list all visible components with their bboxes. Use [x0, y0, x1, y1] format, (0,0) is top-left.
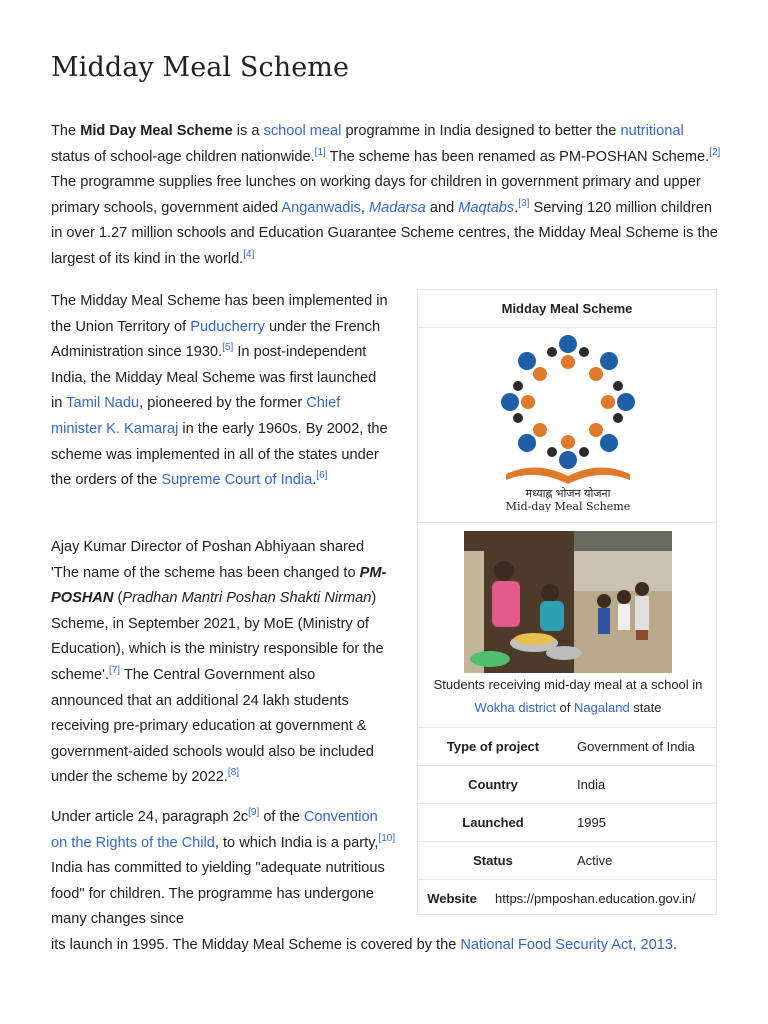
- logo-english-text: Mid-day Meal Scheme: [505, 500, 631, 512]
- bold-italic-term: PM-POSHAN: [51, 564, 387, 607]
- link-madarsa[interactable]: Madarsa: [369, 199, 426, 216]
- infobox-value: Active: [577, 853, 613, 868]
- convention-paragraph: Under article 24, paragraph 2c[9] of the Convention on the Rights of the Child, to which India is a party,[10] India has committed to yielding "adequate nutritious food" for children. The programme has undergone many changes since: [51, 807, 396, 928]
- infobox-label: Status: [473, 853, 513, 868]
- renaming-paragraph: Ajay Kumar Director of Poshan Abhiyaan shared 'The name of the scheme has been changed to PM-POSHAN (Pradhan Mantri Poshan Shakti Nirman) Scheme, in September 2021, by MoE (Ministry of Education), which is the ministry responsible for the scheme'.[7] The Central Government also announced that an additional 24 lakh students receiving pre-primary education at government & government-aided schools would also be included under the scheme by 2022.[8]: [51, 539, 387, 786]
- ref-link[interactable]: [5]: [222, 342, 234, 354]
- convention-paragraph-tail: its launch in 1995. The Midday Meal Scheme is covered by the National Food Security Act, 2013.: [51, 937, 677, 953]
- school-meal-photo[interactable]: [464, 531, 672, 673]
- history-paragraph: The Midday Meal Scheme has been implemented in the Union Territory of Puducherry under the French Administration since 1930.[5] In post-independent India, the Midday Meal Scheme was first launched in Tamil Nadu, pioneered by the former Chief minister K. Kamaraj in the early 1960s. By 2002, the scheme was implemented in all of the states under the orders of the Supreme Court of India.[6]: [51, 293, 388, 489]
- infobox-row-country: [418, 766, 716, 804]
- infobox-value: 1995: [577, 815, 606, 830]
- photo-caption: Students receiving mid-day meal at a school in Wokha district of Nagaland state: [433, 677, 703, 715]
- link-anganwadis[interactable]: Anganwadis: [281, 199, 361, 216]
- link-wokha-district[interactable]: Wokha district: [474, 700, 556, 715]
- logo-book-arc: [506, 467, 630, 484]
- ref-link[interactable]: [6]: [316, 470, 328, 482]
- ref-link[interactable]: [8]: [227, 767, 239, 779]
- ref-link[interactable]: [1]: [314, 146, 326, 158]
- link-nagaland[interactable]: Nagaland: [574, 700, 630, 715]
- infobox-value: India: [577, 777, 606, 792]
- link-supreme-court[interactable]: Supreme Court of India: [161, 472, 313, 489]
- link-kamaraj[interactable]: Chief minister K. Kamaraj: [51, 395, 341, 437]
- intro-paragraph: The Mid Day Meal Scheme is a school meal programme in India designed to better the nutritional status of school-age children nationwide.[1] The scheme has been renamed as PM-POSHAN Scheme.[2] The programme supplies free lunches on working days for children in government primary and upper primary schools, government aided Anganwadis, Madarsa and Maqtabs.[3] Serving 120 million children in over 1.27 million schools and Education Guarantee Scheme centres, the Midday Meal Scheme is the largest of its kind in the world.[4]: [51, 123, 721, 267]
- infobox-label: Country: [468, 777, 518, 792]
- link-convention-rights-child[interactable]: Convention on the Rights of the Child: [51, 809, 378, 851]
- ref-link[interactable]: [2]: [709, 146, 721, 158]
- italic-term: Pradhan Mantri Poshan Shakti Nirman: [122, 590, 372, 607]
- logo-ring: [501, 335, 635, 469]
- ref-link[interactable]: [9]: [248, 807, 260, 819]
- page-title: Midday Meal Scheme: [51, 52, 350, 83]
- website-link[interactable]: https://pmposhan.education.gov.in/: [495, 891, 696, 906]
- infobox-row-status: [418, 842, 716, 880]
- link-school-meal[interactable]: school meal: [263, 123, 342, 139]
- infobox-value: Government of India: [577, 739, 695, 754]
- link-national-food-security-act[interactable]: National Food Security Act, 2013: [460, 937, 673, 953]
- infobox-logo-cell: [418, 328, 716, 523]
- ref-link[interactable]: [4]: [243, 249, 255, 261]
- ref-link[interactable]: [10]: [378, 832, 396, 844]
- ref-link[interactable]: [7]: [108, 665, 121, 677]
- infobox-label: Website: [427, 891, 477, 906]
- bold-term: Mid Day Meal Scheme: [80, 123, 233, 139]
- infobox-row-type: [418, 728, 716, 766]
- infobox-title: Midday Meal Scheme: [418, 290, 716, 328]
- link-maqtabs[interactable]: Maqtabs: [458, 199, 515, 216]
- infobox-row-website: [418, 880, 716, 917]
- infobox-label: Launched: [462, 815, 524, 830]
- link-tamil-nadu[interactable]: Tamil Nadu: [66, 395, 140, 412]
- link-nutritional[interactable]: nutritional: [620, 123, 684, 139]
- ref-link[interactable]: [3]: [518, 197, 530, 209]
- link-puducherry[interactable]: Puducherry: [190, 318, 265, 335]
- infobox-row-launched: [418, 804, 716, 842]
- mid-day-meal-logo[interactable]: [500, 334, 636, 512]
- infobox-photo-cell: [418, 523, 716, 728]
- logo-hindi-text: मध्याह्न भोजन योजना: [525, 487, 611, 500]
- infobox-label: Type of project: [446, 739, 540, 754]
- infobox: [417, 289, 717, 915]
